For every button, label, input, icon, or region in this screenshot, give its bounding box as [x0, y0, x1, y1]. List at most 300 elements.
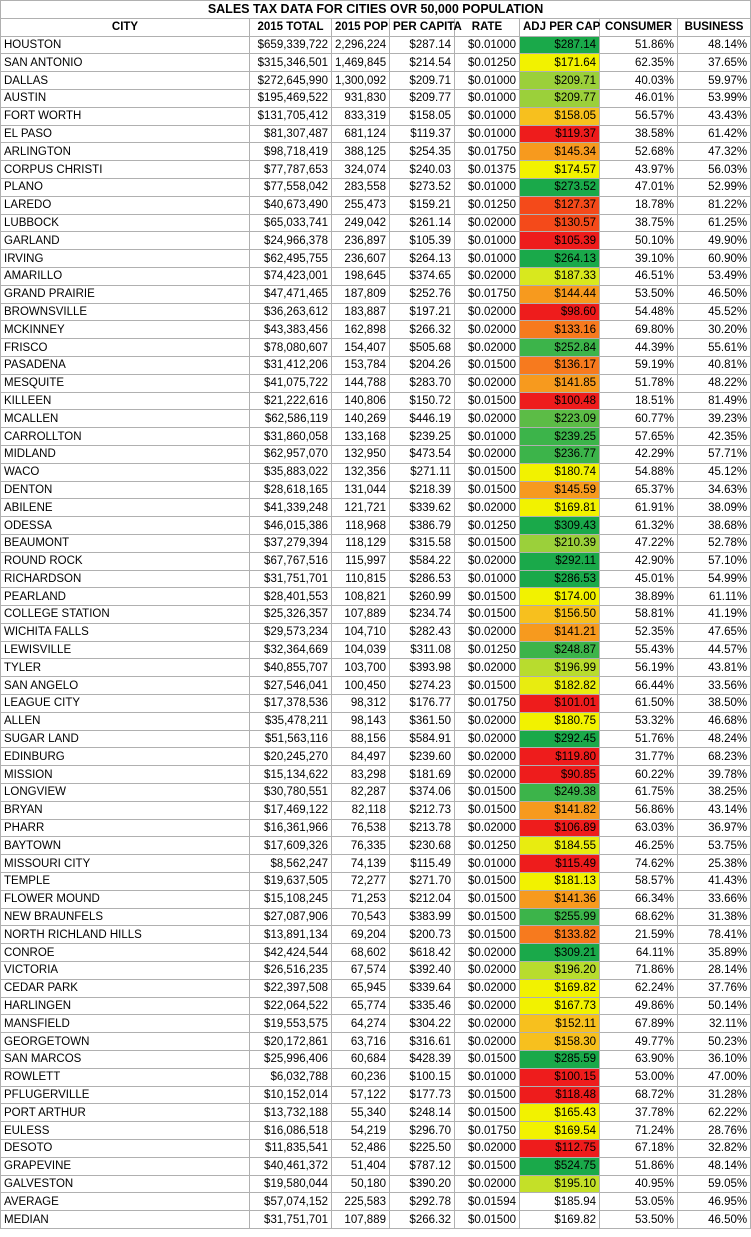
rate-cell[interactable]: $0.01500 [455, 392, 520, 410]
per-capita-cell[interactable]: $261.14 [390, 214, 455, 232]
total-cell[interactable]: $35,478,211 [250, 712, 332, 730]
pop-cell[interactable]: 140,806 [332, 392, 390, 410]
per-capita-cell[interactable]: $209.71 [390, 72, 455, 90]
pop-cell[interactable]: 104,039 [332, 641, 390, 659]
business-cell[interactable]: 25.38% [678, 855, 751, 873]
business-cell[interactable]: 46.68% [678, 712, 751, 730]
adj-per-cap-cell[interactable]: $292.11 [520, 552, 600, 570]
city-cell[interactable]: DALLAS [1, 72, 250, 90]
total-cell[interactable]: $40,673,490 [250, 196, 332, 214]
pop-cell[interactable]: 144,788 [332, 374, 390, 392]
business-cell[interactable]: 47.00% [678, 1068, 751, 1086]
per-capita-cell[interactable]: $204.26 [390, 356, 455, 374]
pop-cell[interactable]: 681,124 [332, 125, 390, 143]
consumer-cell[interactable]: 63.90% [600, 1051, 678, 1069]
consumer-cell[interactable]: 40.95% [600, 1175, 678, 1193]
business-cell[interactable]: 57.10% [678, 552, 751, 570]
pop-cell[interactable]: 107,889 [332, 1211, 390, 1229]
total-cell[interactable]: $36,263,612 [250, 303, 332, 321]
per-capita-cell[interactable]: $115.49 [390, 855, 455, 873]
adj-per-cap-cell[interactable]: $127.37 [520, 196, 600, 214]
city-cell[interactable]: FLOWER MOUND [1, 890, 250, 908]
per-capita-cell[interactable]: $273.52 [390, 178, 455, 196]
consumer-cell[interactable]: 53.00% [600, 1068, 678, 1086]
business-cell[interactable]: 43.81% [678, 659, 751, 677]
city-cell[interactable]: EL PASO [1, 125, 250, 143]
city-cell[interactable]: MCKINNEY [1, 321, 250, 339]
city-cell[interactable]: MESQUITE [1, 374, 250, 392]
pop-cell[interactable]: 51,404 [332, 1157, 390, 1175]
pop-cell[interactable]: 121,721 [332, 499, 390, 517]
adj-per-cap-cell[interactable]: $236.77 [520, 445, 600, 463]
rate-cell[interactable]: $0.01000 [455, 232, 520, 250]
adj-per-cap-cell[interactable]: $196.20 [520, 962, 600, 980]
per-capita-cell[interactable]: $214.54 [390, 54, 455, 72]
adj-per-cap-cell[interactable]: $255.99 [520, 908, 600, 926]
city-cell[interactable]: IRVING [1, 250, 250, 268]
adj-per-cap-cell[interactable]: $185.94 [520, 1193, 600, 1211]
city-cell[interactable]: AUSTIN [1, 89, 250, 107]
consumer-cell[interactable]: 68.62% [600, 908, 678, 926]
pop-cell[interactable]: 118,129 [332, 534, 390, 552]
pop-cell[interactable]: 74,139 [332, 855, 390, 873]
rate-cell[interactable]: $0.02000 [455, 962, 520, 980]
rate-cell[interactable]: $0.01000 [455, 250, 520, 268]
rate-cell[interactable]: $0.02000 [455, 214, 520, 232]
city-cell[interactable]: FORT WORTH [1, 107, 250, 125]
per-capita-cell[interactable]: $150.72 [390, 392, 455, 410]
total-cell[interactable]: $315,346,501 [250, 54, 332, 72]
consumer-cell[interactable]: 46.01% [600, 89, 678, 107]
total-cell[interactable]: $19,553,575 [250, 1015, 332, 1033]
consumer-cell[interactable]: 63.03% [600, 819, 678, 837]
total-cell[interactable]: $30,780,551 [250, 784, 332, 802]
per-capita-cell[interactable]: $252.76 [390, 285, 455, 303]
consumer-cell[interactable]: 42.90% [600, 552, 678, 570]
city-cell[interactable]: CONROE [1, 944, 250, 962]
consumer-cell[interactable]: 53.32% [600, 712, 678, 730]
city-cell[interactable]: RICHARDSON [1, 570, 250, 588]
pop-cell[interactable]: 82,118 [332, 801, 390, 819]
per-capita-cell[interactable]: $393.98 [390, 659, 455, 677]
adj-per-cap-cell[interactable]: $171.64 [520, 54, 600, 72]
consumer-cell[interactable]: 68.72% [600, 1086, 678, 1104]
rate-cell[interactable]: $0.01500 [455, 588, 520, 606]
per-capita-cell[interactable]: $212.73 [390, 801, 455, 819]
total-cell[interactable]: $16,086,518 [250, 1122, 332, 1140]
adj-per-cap-cell[interactable]: $286.53 [520, 570, 600, 588]
business-cell[interactable]: 59.97% [678, 72, 751, 90]
pop-cell[interactable]: 76,335 [332, 837, 390, 855]
rate-cell[interactable]: $0.01000 [455, 855, 520, 873]
pop-cell[interactable]: 931,830 [332, 89, 390, 107]
rate-cell[interactable]: $0.01500 [455, 677, 520, 695]
total-cell[interactable]: $41,075,722 [250, 374, 332, 392]
adj-per-cap-cell[interactable]: $180.75 [520, 712, 600, 730]
city-cell[interactable]: PASADENA [1, 356, 250, 374]
pop-cell[interactable]: 71,253 [332, 890, 390, 908]
adj-per-cap-cell[interactable]: $115.49 [520, 855, 600, 873]
total-cell[interactable]: $81,307,487 [250, 125, 332, 143]
city-cell[interactable]: GALVESTON [1, 1175, 250, 1193]
per-capita-cell[interactable]: $339.62 [390, 499, 455, 517]
adj-per-cap-cell[interactable]: $119.80 [520, 748, 600, 766]
adj-per-cap-cell[interactable]: $130.57 [520, 214, 600, 232]
pop-cell[interactable]: 133,168 [332, 428, 390, 446]
total-cell[interactable]: $67,767,516 [250, 552, 332, 570]
total-cell[interactable]: $37,279,394 [250, 534, 332, 552]
business-cell[interactable]: 61.11% [678, 588, 751, 606]
pop-cell[interactable]: 54,219 [332, 1122, 390, 1140]
adj-per-cap-cell[interactable]: $133.16 [520, 321, 600, 339]
rate-cell[interactable]: $0.02000 [455, 267, 520, 285]
business-cell[interactable]: 48.24% [678, 730, 751, 748]
rate-cell[interactable]: $0.01594 [455, 1193, 520, 1211]
business-cell[interactable]: 52.99% [678, 178, 751, 196]
business-cell[interactable]: 56.03% [678, 161, 751, 179]
total-cell[interactable]: $11,835,541 [250, 1140, 332, 1158]
rate-cell[interactable]: $0.01750 [455, 1122, 520, 1140]
business-cell[interactable]: 38.25% [678, 784, 751, 802]
per-capita-cell[interactable]: $339.64 [390, 979, 455, 997]
pop-cell[interactable]: 63,716 [332, 1033, 390, 1051]
business-cell[interactable]: 32.82% [678, 1140, 751, 1158]
city-cell[interactable]: DENTON [1, 481, 250, 499]
city-cell[interactable]: AMARILLO [1, 267, 250, 285]
adj-per-cap-cell[interactable]: $101.01 [520, 695, 600, 713]
city-cell[interactable]: CORPUS CHRISTI [1, 161, 250, 179]
business-cell[interactable]: 33.66% [678, 890, 751, 908]
rate-cell[interactable]: $0.02000 [455, 712, 520, 730]
business-cell[interactable]: 81.22% [678, 196, 751, 214]
pop-cell[interactable]: 833,319 [332, 107, 390, 125]
per-capita-cell[interactable]: $292.78 [390, 1193, 455, 1211]
adj-per-cap-cell[interactable]: $141.21 [520, 623, 600, 641]
rate-cell[interactable]: $0.01000 [455, 36, 520, 54]
consumer-cell[interactable]: 44.39% [600, 339, 678, 357]
per-capita-cell[interactable]: $158.05 [390, 107, 455, 125]
business-cell[interactable]: 55.61% [678, 339, 751, 357]
adj-per-cap-cell[interactable]: $239.25 [520, 428, 600, 446]
consumer-cell[interactable]: 57.65% [600, 428, 678, 446]
pop-cell[interactable]: 225,583 [332, 1193, 390, 1211]
per-capita-cell[interactable]: $374.65 [390, 267, 455, 285]
adj-per-cap-cell[interactable]: $287.14 [520, 36, 600, 54]
per-capita-cell[interactable]: $260.99 [390, 588, 455, 606]
adj-per-cap-cell[interactable]: $169.54 [520, 1122, 600, 1140]
adj-per-cap-cell[interactable]: $273.52 [520, 178, 600, 196]
city-cell[interactable]: BROWNSVILLE [1, 303, 250, 321]
consumer-cell[interactable]: 47.01% [600, 178, 678, 196]
rate-cell[interactable]: $0.01500 [455, 784, 520, 802]
business-cell[interactable]: 31.28% [678, 1086, 751, 1104]
consumer-cell[interactable]: 58.57% [600, 873, 678, 891]
rate-cell[interactable]: $0.01500 [455, 926, 520, 944]
total-cell[interactable]: $40,855,707 [250, 659, 332, 677]
consumer-cell[interactable]: 53.50% [600, 1211, 678, 1229]
per-capita-cell[interactable]: $266.32 [390, 321, 455, 339]
city-cell[interactable]: LEAGUE CITY [1, 695, 250, 713]
consumer-cell[interactable]: 52.35% [600, 623, 678, 641]
rate-cell[interactable]: $0.02000 [455, 339, 520, 357]
pop-cell[interactable]: 100,450 [332, 677, 390, 695]
city-cell[interactable]: MIDLAND [1, 445, 250, 463]
pop-cell[interactable]: 108,821 [332, 588, 390, 606]
rate-cell[interactable]: $0.01250 [455, 837, 520, 855]
city-cell[interactable]: MEDIAN [1, 1211, 250, 1229]
pop-cell[interactable]: 69,204 [332, 926, 390, 944]
city-cell[interactable]: VICTORIA [1, 962, 250, 980]
rate-cell[interactable]: $0.01000 [455, 107, 520, 125]
total-cell[interactable]: $51,563,116 [250, 730, 332, 748]
business-cell[interactable]: 32.11% [678, 1015, 751, 1033]
adj-per-cap-cell[interactable]: $309.21 [520, 944, 600, 962]
business-cell[interactable]: 28.76% [678, 1122, 751, 1140]
business-cell[interactable]: 37.76% [678, 979, 751, 997]
city-cell[interactable]: AVERAGE [1, 1193, 250, 1211]
consumer-cell[interactable]: 62.24% [600, 979, 678, 997]
pop-cell[interactable]: 388,125 [332, 143, 390, 161]
per-capita-cell[interactable]: $230.68 [390, 837, 455, 855]
consumer-cell[interactable]: 71.86% [600, 962, 678, 980]
per-capita-cell[interactable]: $234.74 [390, 606, 455, 624]
business-cell[interactable]: 30.20% [678, 321, 751, 339]
total-cell[interactable]: $47,471,465 [250, 285, 332, 303]
rate-cell[interactable]: $0.02000 [455, 766, 520, 784]
business-cell[interactable]: 33.56% [678, 677, 751, 695]
per-capita-cell[interactable]: $239.25 [390, 428, 455, 446]
consumer-cell[interactable]: 51.86% [600, 1157, 678, 1175]
rate-cell[interactable]: $0.01750 [455, 143, 520, 161]
adj-per-cap-cell[interactable]: $174.00 [520, 588, 600, 606]
per-capita-cell[interactable]: $176.77 [390, 695, 455, 713]
per-capita-cell[interactable]: $315.58 [390, 534, 455, 552]
per-capita-cell[interactable]: $159.21 [390, 196, 455, 214]
rate-cell[interactable]: $0.01500 [455, 1086, 520, 1104]
pop-cell[interactable]: 104,710 [332, 623, 390, 641]
adj-per-cap-cell[interactable]: $209.77 [520, 89, 600, 107]
total-cell[interactable]: $22,397,508 [250, 979, 332, 997]
adj-per-cap-cell[interactable]: $167.73 [520, 997, 600, 1015]
rate-cell[interactable]: $0.02000 [455, 1033, 520, 1051]
per-capita-cell[interactable]: $239.60 [390, 748, 455, 766]
total-cell[interactable]: $19,580,044 [250, 1175, 332, 1193]
adj-per-cap-cell[interactable]: $98.60 [520, 303, 600, 321]
rate-cell[interactable]: $0.02000 [455, 730, 520, 748]
pop-cell[interactable]: 154,407 [332, 339, 390, 357]
total-cell[interactable]: $28,618,165 [250, 481, 332, 499]
total-cell[interactable]: $25,996,406 [250, 1051, 332, 1069]
business-cell[interactable]: 48.22% [678, 374, 751, 392]
city-cell[interactable]: COLLEGE STATION [1, 606, 250, 624]
rate-cell[interactable]: $0.01000 [455, 125, 520, 143]
adj-per-cap-cell[interactable]: $169.82 [520, 1211, 600, 1229]
business-cell[interactable]: 48.14% [678, 1157, 751, 1175]
consumer-cell[interactable]: 60.22% [600, 766, 678, 784]
city-cell[interactable]: ARLINGTON [1, 143, 250, 161]
pop-cell[interactable]: 82,287 [332, 784, 390, 802]
adj-per-cap-cell[interactable]: $195.10 [520, 1175, 600, 1193]
consumer-cell[interactable]: 46.51% [600, 267, 678, 285]
per-capita-cell[interactable]: $274.23 [390, 677, 455, 695]
per-capita-cell[interactable]: $390.20 [390, 1175, 455, 1193]
total-cell[interactable]: $131,705,412 [250, 107, 332, 125]
per-capita-cell[interactable]: $584.91 [390, 730, 455, 748]
consumer-cell[interactable]: 54.48% [600, 303, 678, 321]
total-cell[interactable]: $17,469,122 [250, 801, 332, 819]
consumer-cell[interactable]: 58.81% [600, 606, 678, 624]
pop-cell[interactable]: 68,602 [332, 944, 390, 962]
consumer-cell[interactable]: 31.77% [600, 748, 678, 766]
rate-cell[interactable]: $0.01500 [455, 873, 520, 891]
pop-cell[interactable]: 60,236 [332, 1068, 390, 1086]
pop-cell[interactable]: 198,645 [332, 267, 390, 285]
total-cell[interactable]: $31,751,701 [250, 570, 332, 588]
business-cell[interactable]: 59.05% [678, 1175, 751, 1193]
column-header-pop[interactable]: 2015 POP [332, 18, 390, 36]
total-cell[interactable]: $17,378,536 [250, 695, 332, 713]
business-cell[interactable]: 38.50% [678, 695, 751, 713]
rate-cell[interactable]: $0.01500 [455, 534, 520, 552]
rate-cell[interactable]: $0.02000 [455, 997, 520, 1015]
consumer-cell[interactable]: 60.77% [600, 410, 678, 428]
pop-cell[interactable]: 67,574 [332, 962, 390, 980]
city-cell[interactable]: DESOTO [1, 1140, 250, 1158]
city-cell[interactable]: PORT ARTHUR [1, 1104, 250, 1122]
per-capita-cell[interactable]: $282.43 [390, 623, 455, 641]
pop-cell[interactable]: 115,997 [332, 552, 390, 570]
column-header-total[interactable]: 2015 TOTAL [250, 18, 332, 36]
adj-per-cap-cell[interactable]: $100.15 [520, 1068, 600, 1086]
per-capita-cell[interactable]: $361.50 [390, 712, 455, 730]
rate-cell[interactable]: $0.01000 [455, 1068, 520, 1086]
consumer-cell[interactable]: 51.78% [600, 374, 678, 392]
consumer-cell[interactable]: 52.68% [600, 143, 678, 161]
business-cell[interactable]: 39.23% [678, 410, 751, 428]
rate-cell[interactable]: $0.01500 [455, 908, 520, 926]
consumer-cell[interactable]: 61.75% [600, 784, 678, 802]
business-cell[interactable]: 46.95% [678, 1193, 751, 1211]
per-capita-cell[interactable]: $212.04 [390, 890, 455, 908]
city-cell[interactable]: MISSION [1, 766, 250, 784]
total-cell[interactable]: $42,424,544 [250, 944, 332, 962]
per-capita-cell[interactable]: $119.37 [390, 125, 455, 143]
per-capita-cell[interactable]: $240.03 [390, 161, 455, 179]
pop-cell[interactable]: 236,897 [332, 232, 390, 250]
rate-cell[interactable]: $0.02000 [455, 748, 520, 766]
adj-per-cap-cell[interactable]: $169.82 [520, 979, 600, 997]
total-cell[interactable]: $40,461,372 [250, 1157, 332, 1175]
pop-cell[interactable]: 236,607 [332, 250, 390, 268]
total-cell[interactable]: $98,718,419 [250, 143, 332, 161]
consumer-cell[interactable]: 56.57% [600, 107, 678, 125]
total-cell[interactable]: $25,326,357 [250, 606, 332, 624]
rate-cell[interactable]: $0.01500 [455, 1211, 520, 1229]
per-capita-cell[interactable]: $197.21 [390, 303, 455, 321]
adj-per-cap-cell[interactable]: $156.50 [520, 606, 600, 624]
pop-cell[interactable]: 103,700 [332, 659, 390, 677]
rate-cell[interactable]: $0.02000 [455, 499, 520, 517]
pop-cell[interactable]: 324,074 [332, 161, 390, 179]
adj-per-cap-cell[interactable]: $181.13 [520, 873, 600, 891]
consumer-cell[interactable]: 54.88% [600, 463, 678, 481]
city-cell[interactable]: SAN ANGELO [1, 677, 250, 695]
pop-cell[interactable]: 153,784 [332, 356, 390, 374]
pop-cell[interactable]: 76,538 [332, 819, 390, 837]
consumer-cell[interactable]: 38.89% [600, 588, 678, 606]
business-cell[interactable]: 45.12% [678, 463, 751, 481]
total-cell[interactable]: $57,074,152 [250, 1193, 332, 1211]
per-capita-cell[interactable]: $584.22 [390, 552, 455, 570]
total-cell[interactable]: $31,751,701 [250, 1211, 332, 1229]
pop-cell[interactable]: 187,809 [332, 285, 390, 303]
consumer-cell[interactable]: 43.97% [600, 161, 678, 179]
rate-cell[interactable]: $0.01500 [455, 356, 520, 374]
consumer-cell[interactable]: 64.11% [600, 944, 678, 962]
rate-cell[interactable]: $0.01250 [455, 54, 520, 72]
city-cell[interactable]: GARLAND [1, 232, 250, 250]
total-cell[interactable]: $15,108,245 [250, 890, 332, 908]
city-cell[interactable]: ROUND ROCK [1, 552, 250, 570]
total-cell[interactable]: $32,364,669 [250, 641, 332, 659]
consumer-cell[interactable]: 49.77% [600, 1033, 678, 1051]
adj-per-cap-cell[interactable]: $145.34 [520, 143, 600, 161]
adj-per-cap-cell[interactable]: $248.87 [520, 641, 600, 659]
adj-per-cap-cell[interactable]: $210.39 [520, 534, 600, 552]
rate-cell[interactable]: $0.01500 [455, 801, 520, 819]
business-cell[interactable]: 49.90% [678, 232, 751, 250]
total-cell[interactable]: $24,966,378 [250, 232, 332, 250]
business-cell[interactable]: 38.09% [678, 499, 751, 517]
adj-per-cap-cell[interactable]: $196.99 [520, 659, 600, 677]
business-cell[interactable]: 41.19% [678, 606, 751, 624]
adj-per-cap-cell[interactable]: $136.17 [520, 356, 600, 374]
adj-per-cap-cell[interactable]: $158.30 [520, 1033, 600, 1051]
city-cell[interactable]: NEW BRAUNFELS [1, 908, 250, 926]
total-cell[interactable]: $35,883,022 [250, 463, 332, 481]
business-cell[interactable]: 45.52% [678, 303, 751, 321]
total-cell[interactable]: $20,172,861 [250, 1033, 332, 1051]
adj-per-cap-cell[interactable]: $182.82 [520, 677, 600, 695]
consumer-cell[interactable]: 61.91% [600, 499, 678, 517]
pop-cell[interactable]: 70,543 [332, 908, 390, 926]
adj-per-cap-cell[interactable]: $187.33 [520, 267, 600, 285]
adj-per-cap-cell[interactable]: $106.89 [520, 819, 600, 837]
rate-cell[interactable]: $0.02000 [455, 819, 520, 837]
pop-cell[interactable]: 107,889 [332, 606, 390, 624]
consumer-cell[interactable]: 53.50% [600, 285, 678, 303]
per-capita-cell[interactable]: $304.22 [390, 1015, 455, 1033]
per-capita-cell[interactable]: $392.40 [390, 962, 455, 980]
adj-per-cap-cell[interactable]: $524.75 [520, 1157, 600, 1175]
rate-cell[interactable]: $0.02000 [455, 374, 520, 392]
adj-per-cap-cell[interactable]: $100.48 [520, 392, 600, 410]
business-cell[interactable]: 46.50% [678, 1211, 751, 1229]
consumer-cell[interactable]: 40.03% [600, 72, 678, 90]
total-cell[interactable]: $22,064,522 [250, 997, 332, 1015]
per-capita-cell[interactable]: $225.50 [390, 1140, 455, 1158]
pop-cell[interactable]: 72,277 [332, 873, 390, 891]
city-cell[interactable]: HOUSTON [1, 36, 250, 54]
consumer-cell[interactable]: 66.44% [600, 677, 678, 695]
city-cell[interactable]: ABILENE [1, 499, 250, 517]
per-capita-cell[interactable]: $287.14 [390, 36, 455, 54]
adj-per-cap-cell[interactable]: $90.85 [520, 766, 600, 784]
rate-cell[interactable]: $0.01000 [455, 178, 520, 196]
consumer-cell[interactable]: 56.19% [600, 659, 678, 677]
business-cell[interactable]: 52.78% [678, 534, 751, 552]
city-cell[interactable]: ROWLETT [1, 1068, 250, 1086]
